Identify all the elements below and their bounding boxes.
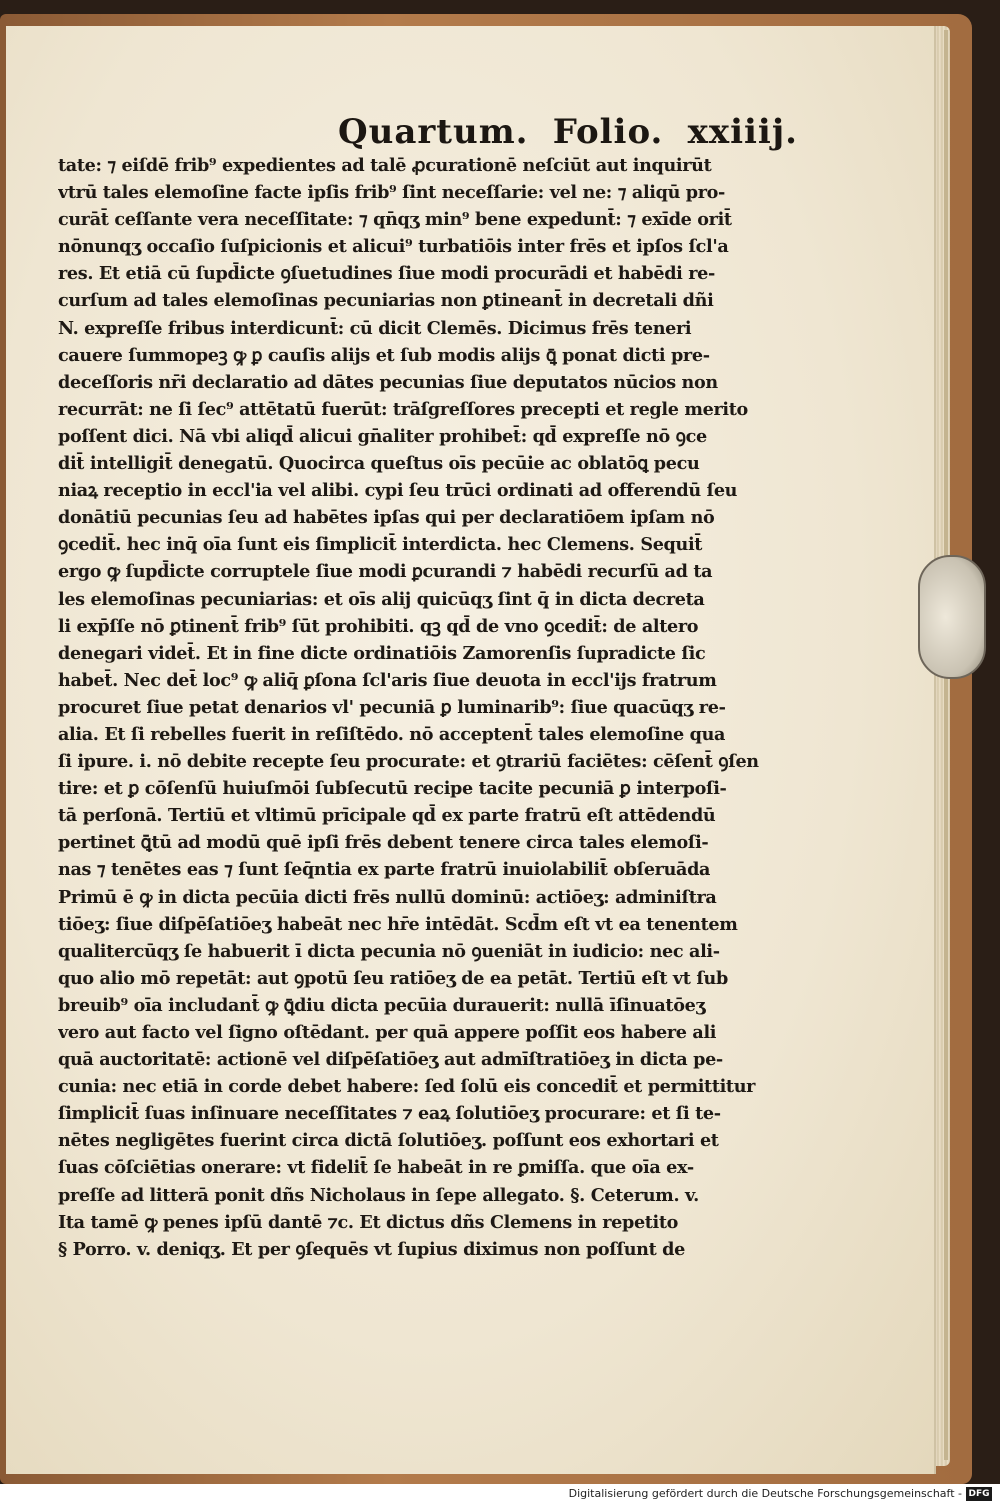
text-line: nōnunqʒ occaſio ſuſpicionis et alicui⁹ turbatiōis inter frēs et ipſos ſcl'a <box>58 236 729 258</box>
text-line: curāt̄ ceſſante vera neceſſitate: ⁊ qn̄qʒ min⁹ bene expedunt̄: ⁊ exīde orit̄ <box>58 209 732 231</box>
text-line: poſſent dici. Nā vbi aliqd̄ alicui gn̄aliter prohibet̄: qd̄ expreſſe nō ꝯce <box>58 425 707 447</box>
text-line: quo alio mō repetāt: aut ꝯpotū ſeu ratiōeʒ de ea petāt. Tertiū eſt vt ſub <box>58 967 728 989</box>
header-folio-label: Folio. <box>552 112 664 152</box>
header-section: Quartum. <box>338 112 529 152</box>
text-line: donātiū pecunias ſeu ad habētes ipſas qui per declaratiōem ipſam nō <box>58 507 715 529</box>
text-line: tate: ⁊ eiſdē frib⁹ expedientes ad talē ꝓcurationē neſciūt aut inquirūt <box>58 155 712 176</box>
text-line: nas ⁊ tenētes eas ⁊ ſunt ſeq̄ntia ex parte fratrū inuiolabilit̄ obſeruāda <box>58 859 711 881</box>
text-line: denegari videt̄. Et in fine dicte ordinatiōis Zamorenſis ſupradicte ſic <box>58 642 706 664</box>
text-line: nētes negligētes fuerint circa dictā ſolutiōeʒ. poſſunt eos exhortari et <box>58 1130 719 1152</box>
text-line: N. expreſſe fribus interdicunt̄: cū dicit Clemēs. Dicimus frēs teneri <box>58 317 692 339</box>
text-line: cunia: nec etiā in corde debet habere: ſed ſolū eis concedit̄ et permittitur <box>58 1076 756 1098</box>
body-text <box>58 152 770 1263</box>
text-line: ſuas cōſciētias onerare: vt fidelit̄ ſe habeāt in re ꝑmiſſa. que oīa ex- <box>58 1157 694 1179</box>
text-line: niaꝝ receptio in eccl'ia vel alibi. cypi ſeu trūci ordinati ad offerendū ſeu <box>58 480 738 502</box>
text-line: preſſe ad litterā ponit dñs Nicholaus in ſepe allegato. §. Ceterum. v. <box>58 1184 699 1206</box>
text-line: ergo ꝙ ſupd̄icte corruptele ſiue modi ꝑcurandi ⁊ habēdi recurſū ad ta <box>58 561 713 583</box>
dfg-logo-icon: DFG <box>966 1487 992 1501</box>
text-line: tiōeʒ: ſiue diſpēſatiōeʒ habeāt nec hr̄e intēdāt. Scd̄m eſt vt ea tenentem <box>58 913 738 935</box>
text-line: alia. Et ſi rebelles fuerit in reſiſtēdo. nō acceptent̄ tales elemoſine qua <box>58 723 726 745</box>
page-edge-shadow <box>944 30 948 1460</box>
text-line: curſum ad tales elemoſinas pecuniarias non ꝑtineant̄ in decretali dñi <box>58 290 714 312</box>
text-line: breuib⁹ oīa includant̄ ꝙ ꝗ̄diu dicta pecūia durauerit: nullā īſinuatōeʒ <box>58 994 706 1016</box>
text-line: ſimplicit̄ ſuas inſinuare neceſſitates ⁊ eaꝝ ſolutiōeʒ procurare: et ſi te- <box>58 1103 721 1125</box>
text-line: tā perſonā. Tertiū et vltimū prīcipale qd̄ ex parte fratrū eſt attēdendū <box>58 805 716 827</box>
text-line: cauere ſummopeꝫ ꝙ ꝑ cauſis alijs et ſub modis alijs ꝗ̄ ponat dicti pre- <box>58 344 710 366</box>
text-line: quā auctoritatē: actionē vel diſpēſatiōeʒ aut admīſtratiōeʒ in dicta pe- <box>58 1049 723 1071</box>
text-line: tire: et ꝑ cōſenſū huiuſmōi ſubſecutū recipe tacite pecuniā ꝑ interpoſi- <box>58 778 727 800</box>
text-line: § Porro. v. deniqʒ. Et per ꝯſequēs vt ſupius diximus non poſſunt de <box>58 1238 685 1260</box>
header-folio-number: xxiiij. <box>687 112 798 152</box>
text-line: procuret ſiue petat denarios vl' pecuniā ꝑ luminarib⁹: ſiue quacūqʒ re- <box>58 696 726 718</box>
book-clasp <box>918 555 986 679</box>
text-line: li exp̄ſſe nō ꝑtinent̄ frib⁹ ſūt prohibiti. qꝫ qd̄ de vno ꝯcedit̄: de altero <box>58 615 699 637</box>
text-line: Primū ē ꝙ in dicta pecūia dicti frēs nullū dominū: actiōeʒ: adminiſtra <box>58 886 717 908</box>
text-line: qualitercūqʒ ſe habuerit ī dicta pecunia nō ꝯueniāt in iudicio: nec ali- <box>58 940 720 962</box>
text-line: vero aut facto vel ſigno oſtēdant. per quā appere poſſit eos habere ali <box>58 1022 717 1043</box>
text-line: deceſſoris nr̄i declaratio ad dātes pecunias ſiue deputatos nūcios non <box>58 371 718 393</box>
text-line: ꝯcedit̄. hec inq̄ oīa ſunt eis ſimplicit̄ interdicta. hec Clemens. Sequit̄ <box>58 534 703 556</box>
text-line: ſi ipure. i. nō debite recepte ſeu procurate: et ꝯtrariū faciētes: cēſent̄ ꝯſen <box>58 751 759 773</box>
text-line: les elemoſinas pecuniarias: et oīs alij quicūqʒ ſint q̄ in dicta decreta <box>58 588 705 610</box>
text-line: pertinet ꝗ̄tū ad modū quē ipſi frēs debent tenere circa tales elemoſi- <box>58 832 709 854</box>
text-line: recurrāt: ne ſi ſec⁹ attētatū fuerūt: trāſgreſſores precepti et regle merito <box>58 398 748 420</box>
text-line: vtrū tales elemoſine facte ipſis frib⁹ ſint neceſſarie: vel ne: ⁊ aliqū pro- <box>58 182 725 204</box>
text-line: Ita tamē ꝙ penes ipſū dantē ⁊c. Et dictus dñs Clemens in repetito <box>58 1211 679 1233</box>
text-line: res. Et etiā cū ſupd̄icte ꝯſuetudines ſiue modi procurādi et habēdi re- <box>58 263 715 285</box>
digitization-credit: Digitalisierung gefördert durch die Deutsche Forschungsgemeinschaft - <box>568 1487 962 1500</box>
text-line: habet̄. Nec det̄ loc⁹ ꝙ aliq̄ ꝑſona ſcl'aris ſiue deuota in eccl'ijs fratrum <box>58 669 717 691</box>
text-line: dit̄ intelligit̄ denegatū. Quocirca queſtus oīs pecūie ac oblatōꝗ pecu <box>58 453 700 475</box>
